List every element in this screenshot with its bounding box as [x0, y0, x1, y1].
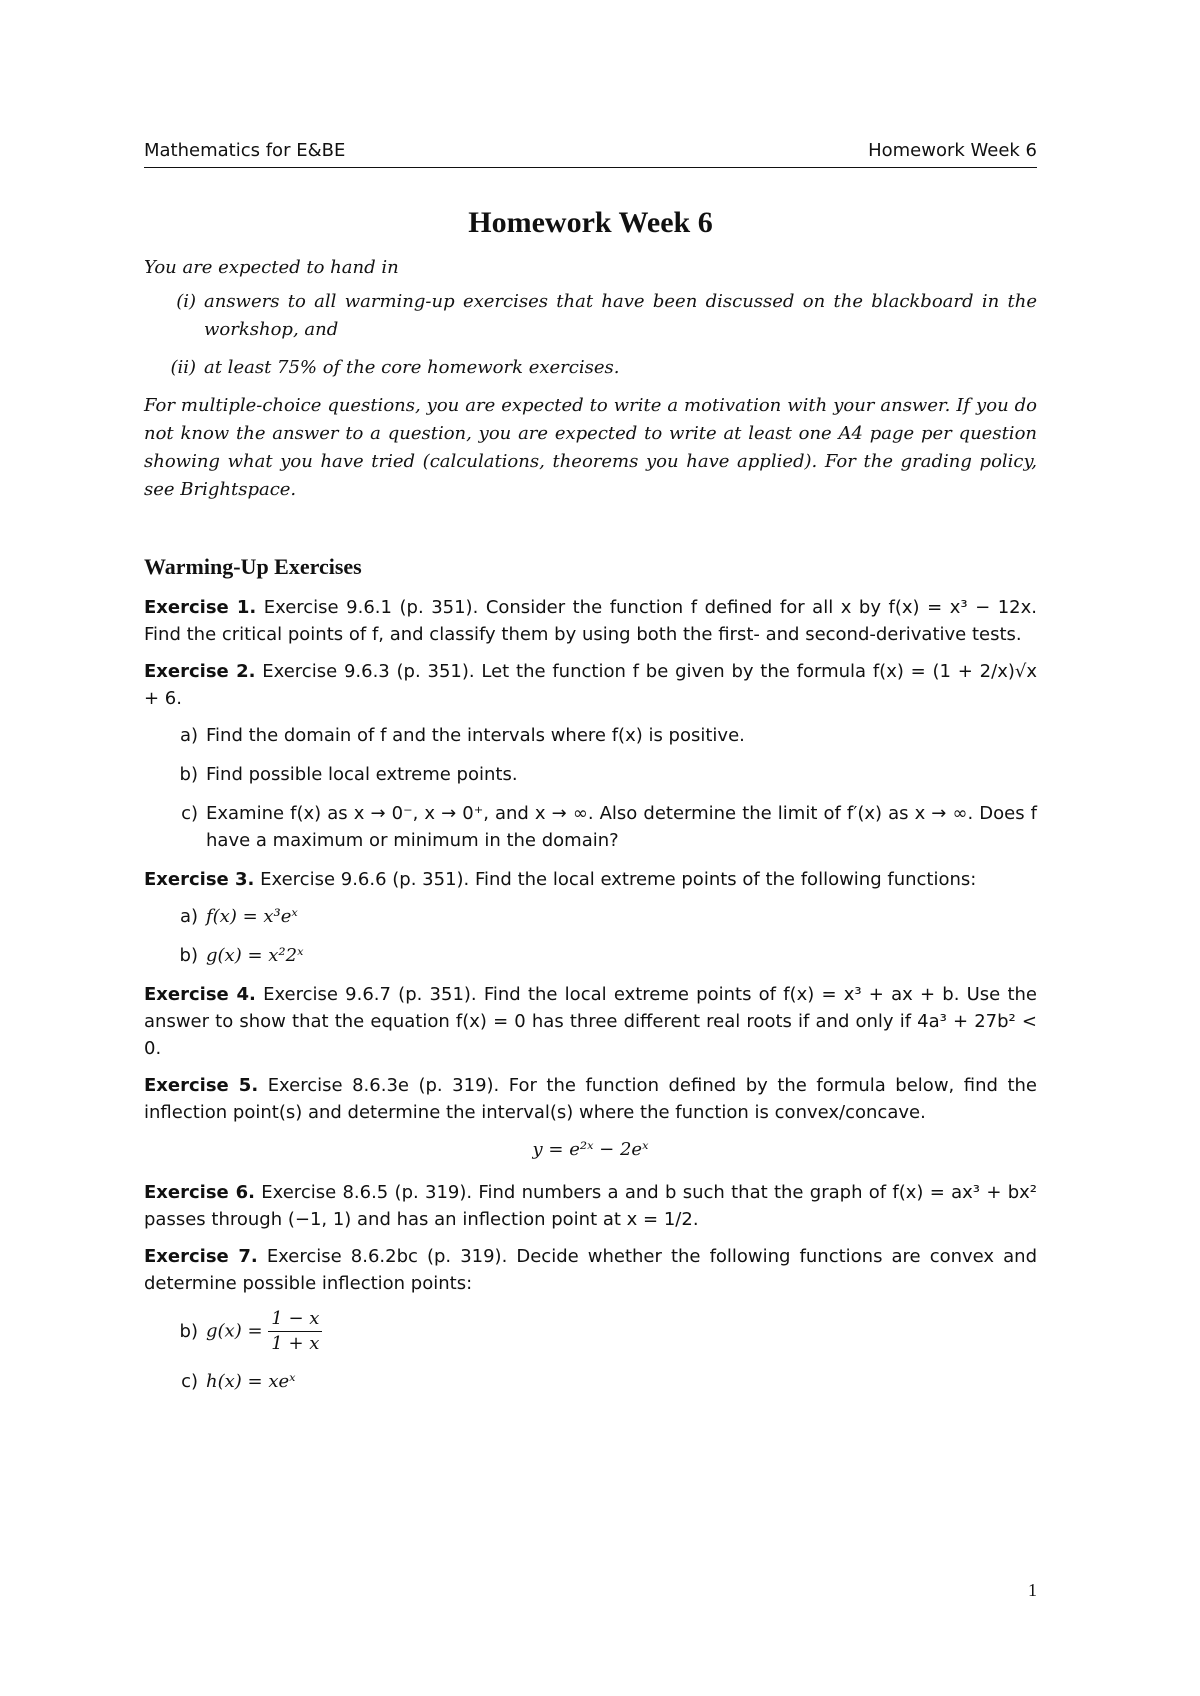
exercise-4: [144, 981, 1037, 1062]
running-header: [144, 140, 1037, 168]
list-item: (ii) at least 75% of the core homework exercises.: [170, 357, 620, 378]
header-assignment: Homework Week 6: [868, 140, 1037, 161]
instructions-list: [144, 288, 1037, 382]
exercise-text: Exercise 9.6.6 (p. 351). Find the local extreme points of the following functions:: [260, 869, 977, 890]
exercise-1: [144, 594, 1037, 648]
section-heading: Warming-Up Exercises: [144, 554, 362, 579]
list-item: c) Examine f(x) as x → 0⁻, x → 0⁺, and x → ∞. Also determine the limit of f′(x) as x → ∞. Does f have a maximum or minimum in the domain?: [181, 803, 1037, 851]
exercise-2-parts: [144, 722, 1037, 854]
display-equation: y = e²ˣ − 2eˣ: [532, 1139, 649, 1160]
exercise-label: Exercise 3.: [144, 869, 255, 890]
exercise-3-parts: [144, 903, 1037, 969]
fraction-denominator: 1 + x: [271, 1333, 320, 1354]
exercise-list: [144, 594, 1037, 1395]
exercise-text: Exercise 9.6.3 (p. 351). Let the function f be given by the formula f(x) = (1 + 2/x)√x + 6.: [144, 661, 1037, 709]
exercise-3: [144, 866, 1037, 893]
header-course: Mathematics for E&BE: [144, 140, 346, 161]
fraction: [268, 1307, 322, 1356]
list-item: b) g(x) = x²2ˣ: [179, 945, 304, 966]
exercise-text: Exercise 8.6.5 (p. 319). Find numbers a and b such that the graph of f(x) = ax³ + bx² passes through (−1, 1) and has an inflection point at x = 1/2.: [144, 1182, 1037, 1230]
instructions: [144, 254, 1037, 504]
list-item: c) h(x) = xeˣ: [181, 1371, 296, 1392]
list-item: a) Find the domain of f and the intervals where f(x) is positive.: [179, 725, 745, 746]
exercise-text: Exercise 9.6.1 (p. 351). Consider the function f defined for all x by f(x) = x³ − 12x. Find the critical points of f, and classify them by using both the first- and second-derivative tests.: [144, 597, 1037, 645]
exercise-6: [144, 1179, 1037, 1233]
list-item: b) g(x) = $\frac{1 - x}{1 + x}$: [144, 1307, 1037, 1356]
list-item: b) Find possible local extreme points.: [179, 764, 518, 785]
exercise-label: Exercise 1.: [144, 597, 257, 618]
page-number: 1: [1028, 1580, 1037, 1600]
instructions-note: For multiple-choice questions, you are expected to write a motivation with your answer. If you do not know the answer to a question, you are expected to write at least one A4 page per question showing what you have tried (calculations, theorems you have applied). For the grading policy, see Brightspace.: [144, 395, 1037, 500]
fraction-numerator: 1 − x: [268, 1307, 322, 1332]
exercise-label: Exercise 6.: [144, 1182, 255, 1203]
exercise-5: [144, 1072, 1037, 1126]
exercise-label: Exercise 7.: [144, 1246, 258, 1267]
exercise-7: [144, 1243, 1037, 1297]
exercise-text: Exercise 9.6.7 (p. 351). Find the local extreme points of f(x) = x³ + ax + b. Use the answer to show that the equation f(x) = 0 has three different real roots if and only if 4a³ + 27b² < 0.: [144, 984, 1037, 1059]
list-item: (i) answers to all warming-up exercises that have been discussed on the blackboard in the workshop, and: [176, 291, 1037, 340]
exercise-label: Exercise 4.: [144, 984, 256, 1005]
exercise-7-parts: [144, 1307, 1037, 1395]
exercise-2: [144, 658, 1037, 712]
list-item: a) f(x) = x³eˣ: [179, 906, 298, 927]
document-page: [144, 140, 1037, 1407]
page-title: Homework Week 6: [468, 206, 713, 239]
exercise-text: Exercise 8.6.3e (p. 319). For the function defined by the formula below, find the inflection point(s) and determine the interval(s) where the function is convex/concave.: [144, 1075, 1037, 1123]
exercise-label: Exercise 5.: [144, 1075, 259, 1096]
exercise-text: Exercise 8.6.2bc (p. 319). Decide whether the following functions are convex and determine possible inflection points:: [144, 1246, 1037, 1294]
instructions-lead: You are expected to hand in: [144, 257, 399, 278]
fraction-lhs: g(x) =: [206, 1320, 263, 1342]
exercise-label: Exercise 2.: [144, 661, 256, 682]
